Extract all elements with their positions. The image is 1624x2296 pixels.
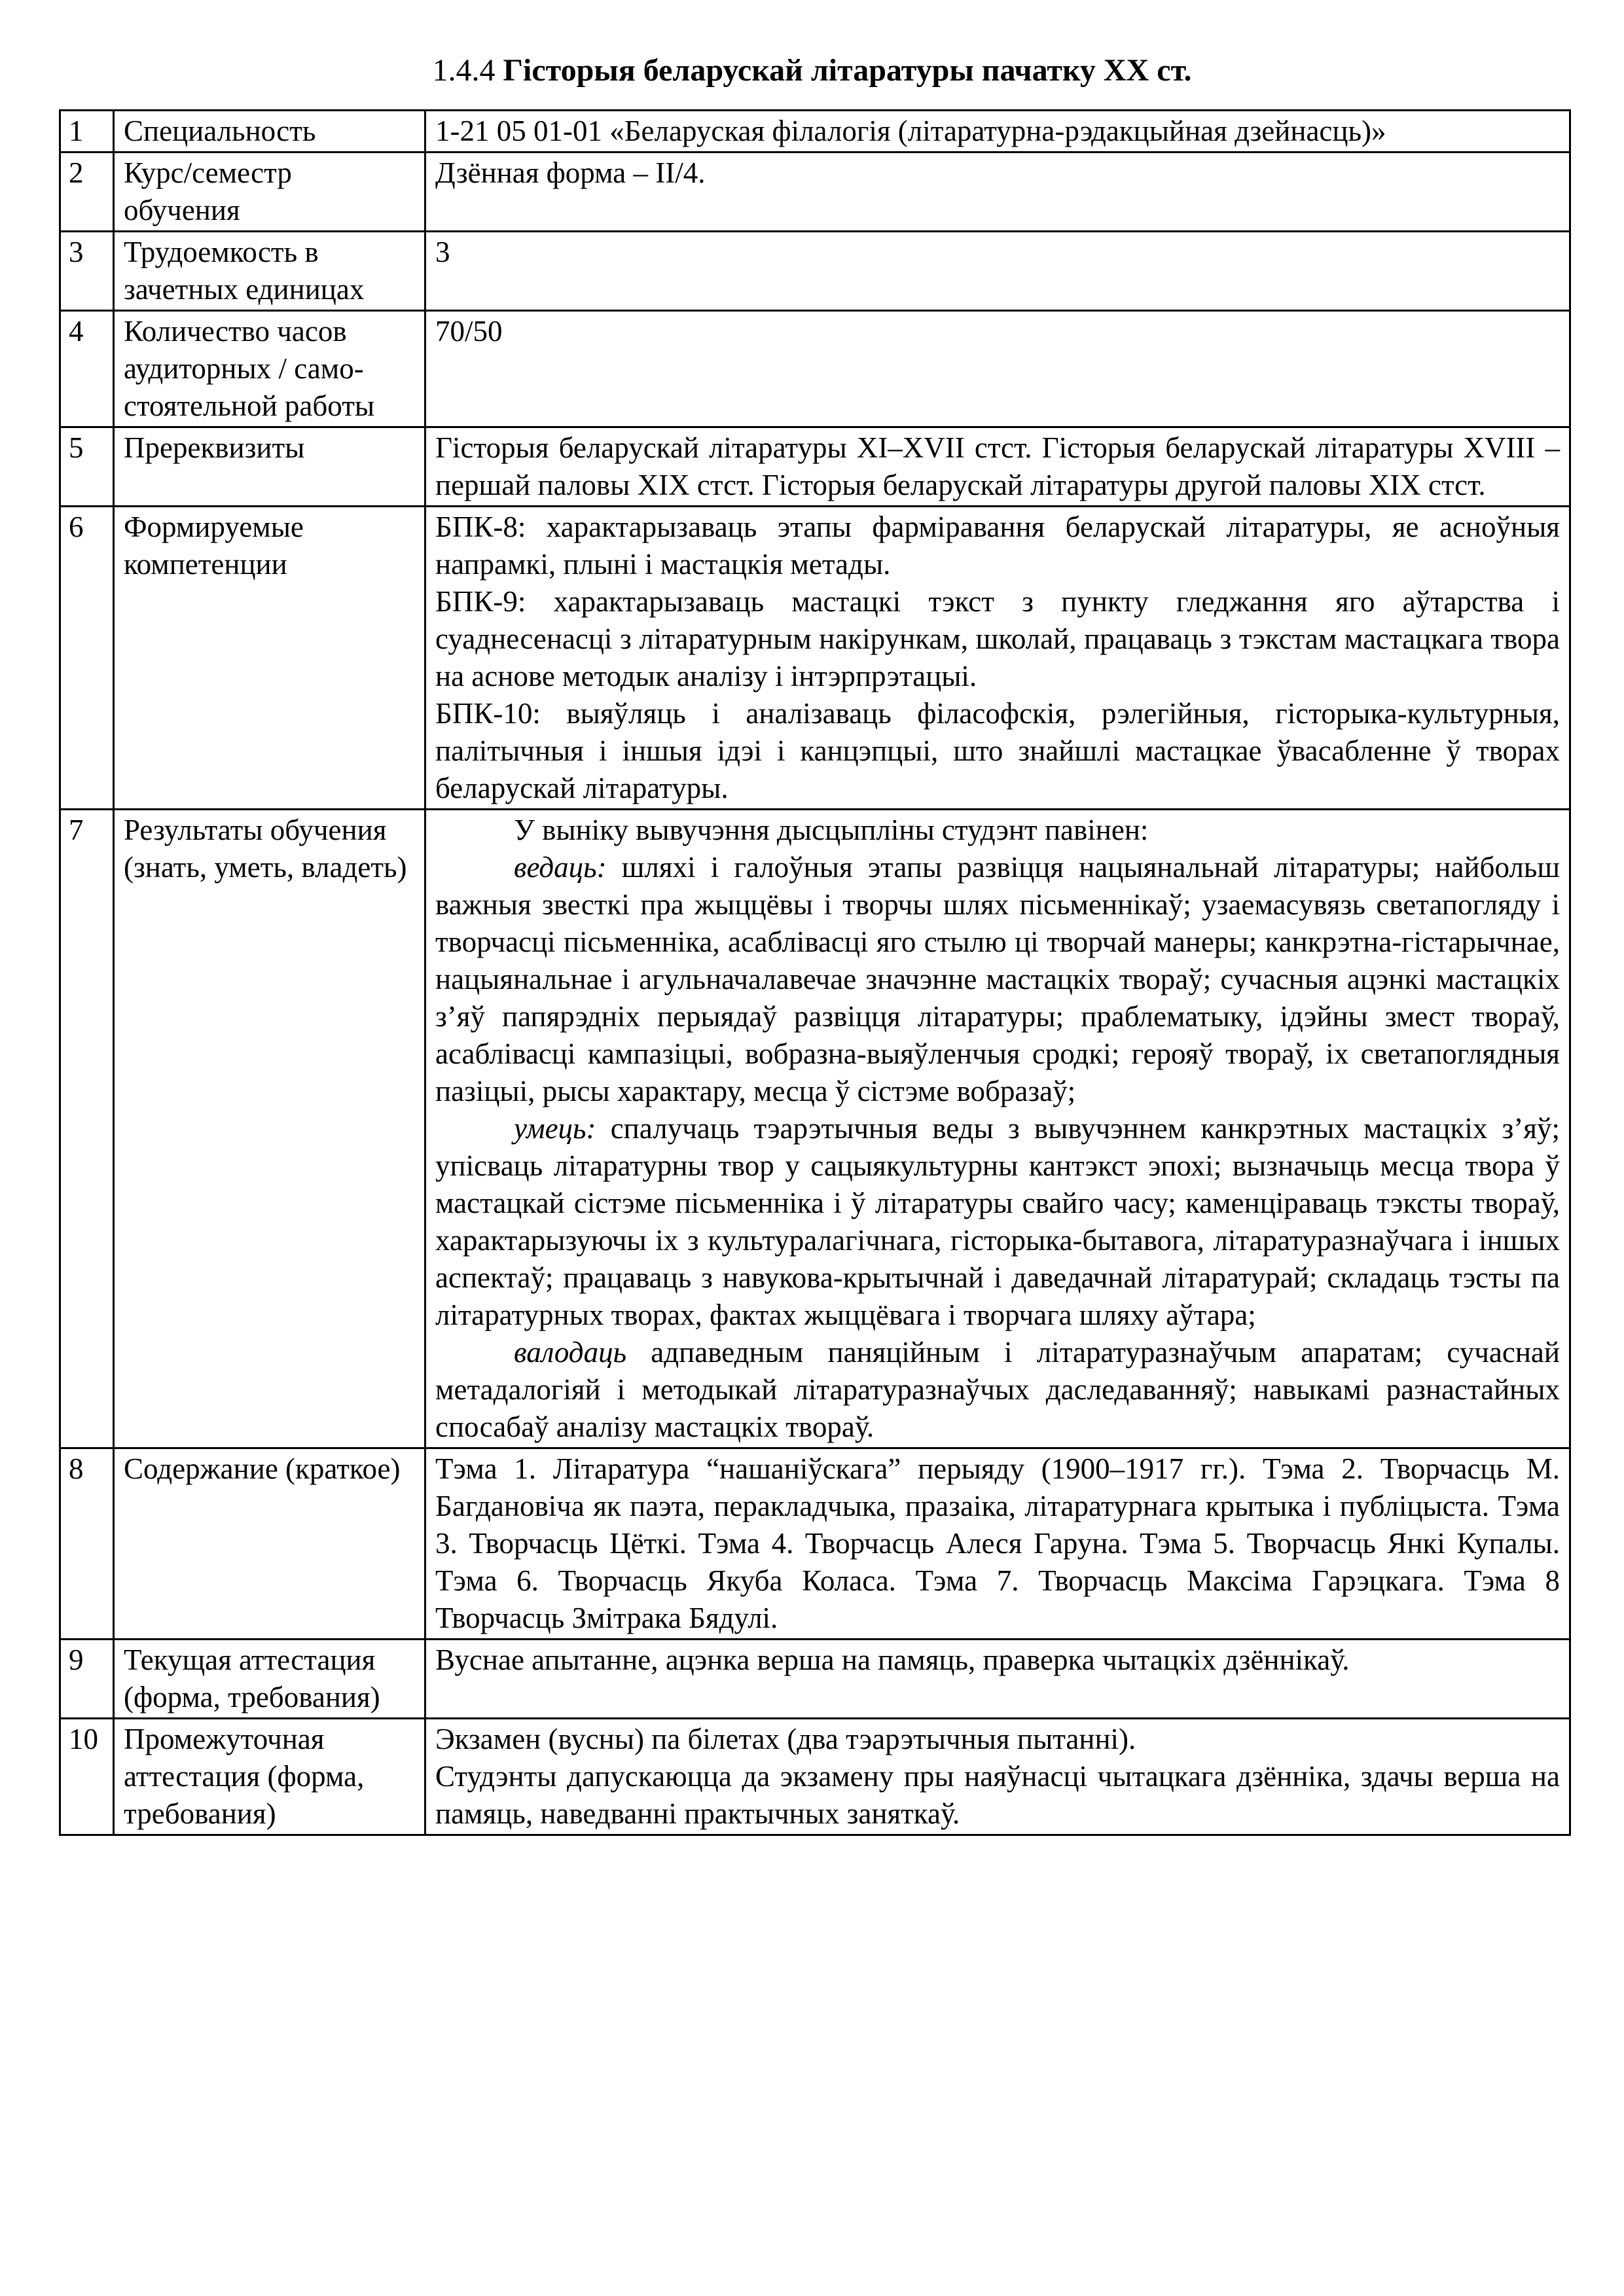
row-label: Содержание (краткое) — [114, 1448, 425, 1640]
row-number: 7 — [60, 810, 114, 1448]
know-term: ведаць: — [514, 851, 607, 884]
row-value: Гісторыя беларускай літаратуры XI–XVII стст. Гісторыя беларускай літаратуры XVIII – першай паловы XIX стст. Гісторыя беларускай літаратуры другой паловы XIX стст. — [425, 427, 1570, 507]
row-value: Дзённая форма – ІІ/4. — [425, 152, 1570, 232]
section-title: Гісторыя беларускай літаратуры пачатку XX ст. — [503, 53, 1192, 88]
results-know — [435, 849, 1560, 1110]
row-label: Формируемые компетенции — [114, 507, 425, 810]
table-row — [60, 311, 1570, 427]
row-number: 8 — [60, 1448, 114, 1640]
row-number: 5 — [60, 427, 114, 507]
row-label: Курс/семестр обучения — [114, 152, 425, 232]
table-row — [60, 152, 1570, 232]
row-value: Тэма 1. Літаратура “нашаніўскага” перыяду (1900–1917 гг.). Тэма 2. Творчасць М. Багдановіча як паэта, перакладчыка, празаіка, літаратурнага крытыка і публіцыста. Тэма 3. Творчасць Цёткі. Тэма 4. Творчасць Алеся Гаруна. Тэма 5. Творчасць Янкі Купалы. Тэма 6. Творчасць Якуба Коласа. Тэма 7. Творчасць Максіма Гарэцкага. Тэма 8 Творчасць Змітрака Бядулі. — [425, 1448, 1570, 1640]
page-title — [0, 51, 1624, 90]
table-row — [60, 1719, 1570, 1835]
row-label: Промежуточная аттестация (форма, требования) — [114, 1719, 425, 1835]
row-value — [425, 810, 1570, 1448]
row-label: Текущая аттестация (форма, требования) — [114, 1640, 425, 1719]
row-number: 9 — [60, 1640, 114, 1719]
row-number: 4 — [60, 311, 114, 427]
row-value: 70/50 — [425, 311, 1570, 427]
can-term: умець: — [514, 1112, 596, 1145]
attestation-item: Экзамен (вусны) па білетах (два тэарэтычныя пытанні). — [435, 1723, 1136, 1755]
row-number: 6 — [60, 507, 114, 810]
row-value — [425, 507, 1570, 810]
row-label: Пререквизиты — [114, 427, 425, 507]
results-intro: У выніку вывучэння дысцыпліны студэнт павінен: — [514, 814, 1149, 846]
row-label: Количество часов аудиторных / само-стоятельной работы — [114, 311, 425, 427]
can-text: спалучаць тэарэтычныя веды з вывучэннем канкрэтных мастацкіх з’яў; упісваць літаратурны твор у сацыякультурны кантэкст эпохі; вызначыць месца твора ў мастацкай сістэме пісьменніка і ў літаратуры свайго часу; каменціраваць тэксты твораў, характарызуючы іх з культуралагічнага, гісторыка-бытавога, літаратуразнаўчага і іншых аспектаў; працаваць з навукова-крытычнай і даведачнай літаратурай; складаць тэсты па літаратурных творах, фактах жыццёвага і творчага шляху аўтара; — [435, 1112, 1560, 1331]
results-own — [435, 1334, 1560, 1446]
row-label: Специальность — [114, 111, 425, 152]
table-row — [60, 810, 1570, 1448]
row-value: 1-21 05 01-01 «Беларуская філалогія (літаратурна-рэдакцыйная дзейнасць)» — [425, 111, 1570, 152]
table-row — [60, 232, 1570, 311]
course-info-table — [59, 109, 1571, 1836]
row-value — [425, 1719, 1570, 1835]
attestation-item: Студэнты дапускаюцца да экзамену пры наяўнасці чытацкага дзённіка, здачы верша на памяць, наведванні практычных заняткаў. — [435, 1760, 1560, 1830]
row-label: Трудоемкость в зачетных единицах — [114, 232, 425, 311]
results-can — [435, 1110, 1560, 1334]
competence-item: БПК-8: характарызаваць этапы фарміравання беларускай літаратуры, яе асноўныя напрамкі, плыні і мастацкія метады. — [435, 511, 1560, 581]
table-row — [60, 1448, 1570, 1640]
row-number: 3 — [60, 232, 114, 311]
competence-item: БПК-9: характарызаваць мастацкі тэкст з пункту гледжання яго аўтарства і суаднесенасці з літаратурным накірункам, школай, працаваць з тэкстам мастацкага твора на аснове методык аналізу і інтэрпрэтацыі. — [435, 585, 1560, 692]
row-number: 10 — [60, 1719, 114, 1835]
table-row — [60, 427, 1570, 507]
row-number: 1 — [60, 111, 114, 152]
row-value: Вуснае апытанне, ацэнка верша на памяць, праверка чытацкіх дзённікаў. — [425, 1640, 1570, 1719]
row-number: 2 — [60, 152, 114, 232]
table-row — [60, 507, 1570, 810]
row-value: 3 — [425, 232, 1570, 311]
competence-item: БПК-10: выяўляць і аналізаваць філасофскія, рэлегійныя, гісторыка-культурныя, палітычныя і іншыя ідэі і канцэпцыі, што знайшлі мастацкае ўвасабленне ў творах беларускай літаратуры. — [435, 697, 1560, 804]
own-text: адпаведным паняційным і літаратуразнаўчым апаратам; сучаснай метадалогіяй і методыкай літаратуразнаўчых даследаванняў; навыкамі разнастайных спосабаў аналізу мастацкіх твораў. — [435, 1336, 1560, 1443]
table-row — [60, 1640, 1570, 1719]
table-row — [60, 111, 1570, 152]
know-text: шляхі і галоўныя этапы развіцця нацыянальнай літаратуры; найбольш важныя звесткі пра жыццёвы і творчы шлях пісьменнікаў; узаемасувязь светапогляду і творчасці пісьменніка, асаблівасці яго стылю ці творчай манеры; канкрэтна-гістарычнае, нацыянальнае і агульначалавечае значэнне мастацкіх твораў; сучасныя ацэнкі мастацкіх з’яў папярэдніх перыядаў развіцця літаратуры; праблематыку, ідэйны змест твораў, асаблівасці кампазіцыі, вобразна-выяўленчыя сродкі; герояў твораў, іх светапоглядныя пазіцыі, рысы характару, месца ў сістэме вобразаў; — [435, 851, 1560, 1107]
row-label: Результаты обучения (знать, уметь, владеть) — [114, 810, 425, 1448]
own-term: валодаць — [514, 1336, 627, 1369]
section-number: 1.4.4 — [432, 53, 496, 88]
